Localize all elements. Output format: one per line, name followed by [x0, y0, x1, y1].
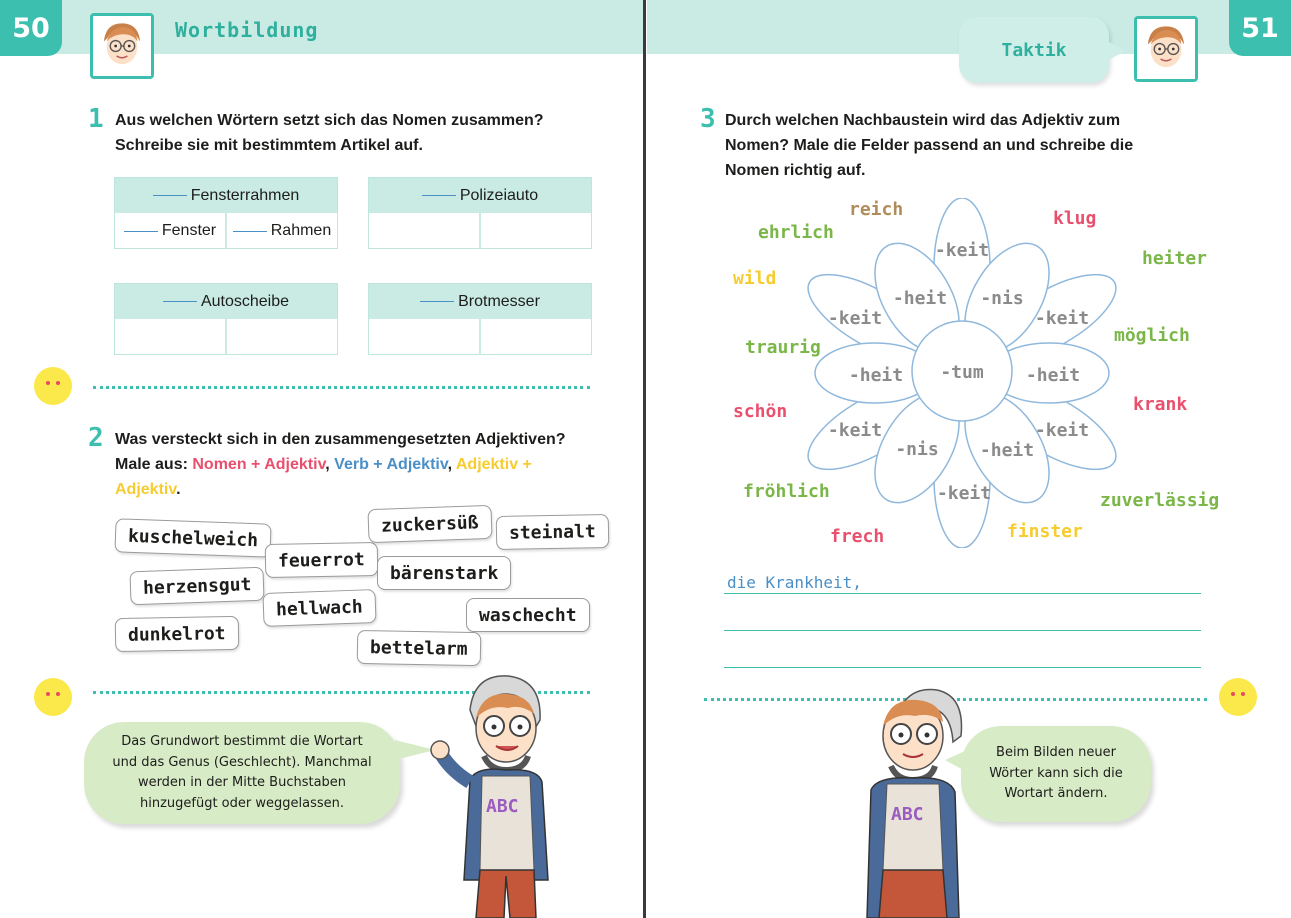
compound-table: [368, 177, 592, 249]
smiley-icon: [1219, 678, 1257, 716]
article-blank[interactable]: [420, 301, 454, 302]
instruction-line: Was versteckt sich in den zusammengesetzten Adjektiven?: [115, 431, 566, 448]
page-number: 51: [1229, 0, 1291, 56]
answer-example: die Krankheit,: [727, 573, 862, 592]
part-cell[interactable]: [227, 319, 337, 355]
adjective-word: heiter: [1142, 248, 1208, 269]
outer-petal-label: -keit: [1034, 308, 1090, 329]
taktik-bubble: [959, 17, 1109, 83]
word-card[interactable]: herzensgut: [129, 567, 264, 606]
part-cell[interactable]: [369, 319, 481, 355]
article-blank[interactable]: [124, 231, 158, 232]
word-card[interactable]: bettelarm: [357, 630, 481, 666]
svg-text:ABC: ABC: [486, 796, 519, 817]
compound-cell[interactable]: [369, 284, 591, 319]
word-card[interactable]: steinalt: [496, 514, 609, 550]
avatar-icon: [1134, 16, 1198, 82]
adjective-word: klug: [1053, 208, 1097, 229]
inner-petal-label: -heit: [1025, 365, 1081, 386]
article-blank[interactable]: [233, 231, 267, 232]
part-cell[interactable]: [115, 319, 227, 355]
answer-line[interactable]: [724, 593, 1201, 594]
adjective-word: fröhlich: [743, 481, 830, 502]
section-title: Wortbildung: [175, 18, 319, 42]
smiley-icon: [34, 367, 72, 405]
adjective-word: ehrlich: [758, 222, 834, 243]
article-blank[interactable]: [153, 195, 187, 196]
answer-line[interactable]: [724, 667, 1201, 668]
inner-petal-label: -heit: [979, 440, 1035, 461]
outer-petal-label: -keit: [936, 483, 992, 504]
answer-line[interactable]: [724, 630, 1201, 631]
dotted-divider: [93, 386, 590, 389]
instruction-line: [115, 452, 615, 477]
instruction-line: Schreibe sie mit bestimmtem Artikel auf.: [115, 137, 423, 154]
instruction-line: Nomen richtig auf.: [725, 162, 866, 179]
boy-character-illustration: [847, 680, 977, 918]
task-instruction: [115, 427, 615, 502]
part-cell[interactable]: [115, 213, 227, 249]
adjective-word: wild: [733, 268, 777, 289]
tip-bubble: [84, 722, 400, 824]
compound-cell[interactable]: [115, 284, 337, 319]
legend-verb-adjective: Verb + Adjektiv: [334, 456, 448, 473]
part-cell[interactable]: [481, 213, 591, 249]
instruction-line: Durch welchen Nachbaustein wird das Adjektiv zum: [725, 112, 1121, 129]
task-number: 2: [88, 423, 104, 453]
adjective-word: schön: [733, 401, 788, 422]
compound-table: [114, 283, 338, 355]
avatar-icon: [90, 13, 154, 79]
compound-cell[interactable]: [115, 178, 337, 213]
compound-word: Autoscheibe: [200, 292, 290, 310]
compound-table: [368, 283, 592, 355]
right-page: [647, 0, 1291, 918]
bubble-tail-icon: [945, 748, 967, 774]
compound-word: Polizeiauto: [459, 186, 539, 204]
word-card[interactable]: waschecht: [466, 598, 590, 632]
task-instruction: [725, 108, 1133, 183]
compound-cell[interactable]: [369, 178, 591, 213]
part-cell[interactable]: [481, 319, 591, 355]
tip-line: Wörter kann sich die: [989, 765, 1123, 781]
adjective-word: krank: [1133, 394, 1188, 415]
smiley-icon: [34, 678, 72, 716]
boy-character-illustration: [430, 670, 560, 918]
legend-separator: ,: [447, 456, 456, 473]
word-card[interactable]: kuschelweich: [114, 518, 271, 557]
inner-petal-label: -heit: [848, 365, 904, 386]
part-cell[interactable]: [227, 213, 337, 249]
tip-bubble: [961, 726, 1151, 822]
adjective-word: frech: [830, 526, 885, 547]
book-spine: [643, 0, 646, 918]
task-instruction: [115, 108, 544, 158]
adjective-word: finster: [1007, 521, 1083, 542]
article-blank[interactable]: [163, 301, 197, 302]
instruction-line: [115, 477, 615, 502]
outer-petal-label: -keit: [934, 240, 990, 261]
inner-petal-label: -nis: [895, 439, 939, 460]
part-word: Rahmen: [270, 222, 332, 239]
task-number: 3: [700, 104, 716, 134]
svg-text:ABC: ABC: [891, 804, 924, 825]
legend-adjective-adjective: Adjektiv +: [455, 456, 532, 473]
inner-petal-label: -nis: [980, 288, 1024, 309]
word-card[interactable]: feuerrot: [265, 542, 378, 578]
adjective-word: zuverlässig: [1100, 490, 1220, 511]
part-cell[interactable]: [369, 213, 481, 249]
inner-petal-label: -heit: [892, 288, 948, 309]
tip-line: Das Grundwort bestimmt die Wortart: [121, 734, 363, 749]
word-card[interactable]: hellwach: [262, 589, 376, 627]
legend-end: .: [176, 481, 181, 498]
adjective-word: möglich: [1114, 325, 1190, 346]
word-card[interactable]: zuckersüß: [367, 505, 492, 543]
article-blank[interactable]: [422, 195, 456, 196]
instruction-line: Nomen? Male die Felder passend an und schreibe die: [725, 137, 1134, 154]
outer-petal-label: -keit: [827, 420, 883, 441]
word-card[interactable]: dunkelrot: [115, 616, 239, 652]
outer-petal-label: -keit: [827, 308, 883, 329]
page-number: 50: [0, 0, 62, 56]
outer-petal-label: -keit: [1034, 420, 1090, 441]
legend-noun-adjective: Nomen + Adjektiv: [192, 456, 326, 473]
suffix-flower-diagram: [807, 198, 1117, 548]
legend-separator: ,: [325, 456, 335, 473]
compound-word: Brotmesser: [458, 292, 540, 310]
compound-word: Fensterrahmen: [190, 186, 300, 204]
tip-line: werden in der Mitte Buchstaben: [137, 775, 347, 790]
tip-line: Wortart ändern.: [1004, 786, 1108, 802]
legend-prefix: Male aus:: [115, 456, 193, 473]
instruction-line: Aus welchen Wörtern setzt sich das Nomen zusammen?: [115, 112, 544, 129]
part-word: Fenster: [161, 222, 217, 239]
tip-line: Beim Bilden neuer: [996, 745, 1116, 761]
tip-line: hinzugefügt oder weggelassen.: [139, 795, 344, 811]
task-number: 1: [88, 104, 104, 134]
section-title: Taktik: [1001, 39, 1067, 61]
word-card[interactable]: bärenstark: [377, 556, 511, 590]
bubble-tail-icon: [395, 735, 435, 765]
legend-adjective-adjective-cont: Adjektiv: [115, 481, 177, 498]
adjective-word: reich: [849, 199, 904, 220]
compound-table: [114, 177, 338, 249]
center-label: -tum: [940, 362, 984, 383]
adjective-word: traurig: [745, 337, 821, 358]
tip-line: und das Genus (Geschlecht). Manchmal: [112, 754, 372, 770]
left-page: [0, 0, 645, 918]
